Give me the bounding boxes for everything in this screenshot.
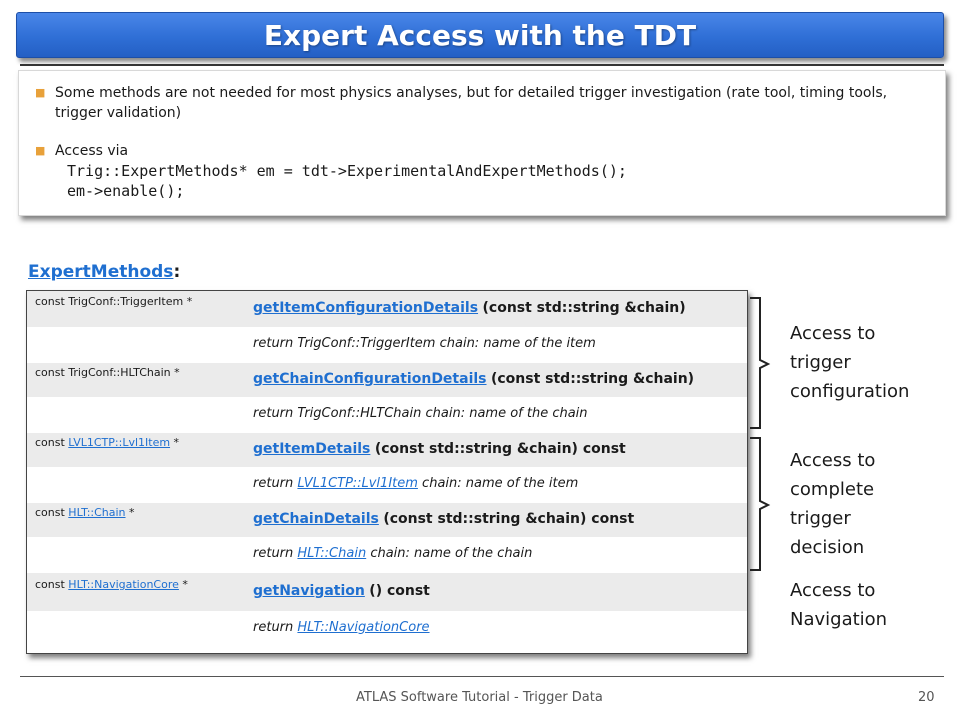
return-type-link[interactable]: LVL1CTP::Lvl1Item xyxy=(297,476,418,491)
type-link[interactable]: HLT::NavigationCore xyxy=(68,578,179,591)
method-row xyxy=(27,363,747,397)
method-params: (const std::string &chain) const xyxy=(374,441,626,457)
bullet-text: Access via xyxy=(55,143,129,159)
top-rule xyxy=(20,64,944,66)
method-link[interactable]: getNavigation xyxy=(253,583,365,599)
heading-colon: : xyxy=(173,262,181,282)
return-suffix: chain: name of the chain xyxy=(366,546,533,561)
method-link[interactable]: getItemConfigurationDetails xyxy=(253,300,479,316)
note-line: complete xyxy=(790,479,875,500)
return-type-link[interactable]: HLT::Chain xyxy=(297,546,367,561)
type-prefix: const TrigConf::HLTChain * xyxy=(35,366,180,379)
braces xyxy=(740,288,780,578)
code-line: em->enable(); xyxy=(67,182,185,200)
section-heading xyxy=(28,262,180,282)
type-suffix: * xyxy=(125,506,135,519)
return-type xyxy=(35,295,192,308)
return-prefix: return TrigConf::TriggerItem chain: name of the item xyxy=(253,336,596,351)
method-row xyxy=(27,573,747,611)
method-params: (const std::string &chain) xyxy=(482,300,686,316)
expertmethods-link[interactable]: ExpertMethods xyxy=(28,262,174,282)
return-row xyxy=(27,467,747,503)
note-config xyxy=(790,319,950,406)
type-prefix: const xyxy=(35,436,69,449)
square-bullet-icon: ■ xyxy=(35,144,46,157)
method-params: () const xyxy=(369,583,430,599)
return-row xyxy=(27,611,747,647)
page-number: 20 xyxy=(918,690,935,705)
return-prefix: return xyxy=(253,620,298,635)
type-prefix: const xyxy=(35,578,69,591)
method-link[interactable]: getChainConfigurationDetails xyxy=(253,371,487,387)
return-prefix: return TrigConf::HLTChain chain: name of the chain xyxy=(253,406,588,421)
note-line: trigger xyxy=(790,352,851,373)
note-line: Access to xyxy=(790,580,876,601)
return-prefix: return xyxy=(253,546,298,561)
bullet-box xyxy=(18,70,946,216)
type-suffix: * xyxy=(170,436,180,449)
method-signature xyxy=(253,441,626,457)
method-row xyxy=(27,503,747,537)
return-type xyxy=(35,436,179,449)
bullet-item xyxy=(35,83,925,123)
title-bar xyxy=(16,12,944,58)
method-signature xyxy=(253,371,694,387)
return-description xyxy=(253,620,430,635)
return-row xyxy=(27,327,747,363)
footer-text: ATLAS Software Tutorial - Trigger Data xyxy=(356,690,603,705)
note-line: Navigation xyxy=(790,609,888,630)
square-bullet-icon: ■ xyxy=(35,86,46,99)
method-params: (const std::string &chain) xyxy=(490,371,695,387)
bullet-item xyxy=(35,141,925,201)
slide-title: Expert Access with the TDT xyxy=(263,18,697,52)
return-prefix: return xyxy=(253,476,298,491)
note-line: trigger xyxy=(790,508,851,529)
bottom-rule xyxy=(20,676,944,677)
type-suffix: * xyxy=(178,578,188,591)
return-description xyxy=(253,546,532,561)
return-row xyxy=(27,537,747,573)
method-params: (const std::string &chain) const xyxy=(383,511,635,527)
method-signature xyxy=(253,583,430,599)
return-description xyxy=(253,406,588,421)
brace-config xyxy=(750,298,768,428)
note-decision xyxy=(790,446,950,562)
return-type xyxy=(35,366,180,379)
return-row xyxy=(27,397,747,433)
methods-table xyxy=(26,290,748,654)
return-suffix: chain: name of the item xyxy=(417,476,579,491)
type-prefix: const xyxy=(35,506,69,519)
code-line: Trig::ExpertMethods* em = tdt->ExperimentalAndExpertMethods(); xyxy=(67,162,627,180)
bullet-content xyxy=(55,141,925,201)
bullet-text: Some methods are not needed for most physics analyses, but for detailed trigger investigation (rate tool, timing tools, trigger validation) xyxy=(55,85,888,121)
type-link[interactable]: LVL1CTP::Lvl1Item xyxy=(68,436,171,449)
note-line: Access to xyxy=(790,323,876,344)
return-description xyxy=(253,336,596,351)
method-link[interactable]: getItemDetails xyxy=(253,441,371,457)
footer xyxy=(0,690,960,712)
type-link[interactable]: HLT::Chain xyxy=(68,506,126,519)
brace-decision xyxy=(750,438,768,570)
note-navigation xyxy=(790,576,950,634)
return-type xyxy=(35,578,188,591)
method-row xyxy=(27,433,747,467)
method-signature xyxy=(253,511,634,527)
return-type xyxy=(35,506,135,519)
method-link[interactable]: getChainDetails xyxy=(253,511,379,527)
return-type-link[interactable]: HLT::NavigationCore xyxy=(297,620,430,635)
method-signature xyxy=(253,300,686,316)
note-line: Access to xyxy=(790,450,876,471)
return-description xyxy=(253,476,578,491)
method-row xyxy=(27,291,747,327)
type-prefix: const TrigConf::TriggerItem * xyxy=(35,295,193,308)
note-line: configuration xyxy=(790,381,910,402)
note-line: decision xyxy=(790,537,865,558)
